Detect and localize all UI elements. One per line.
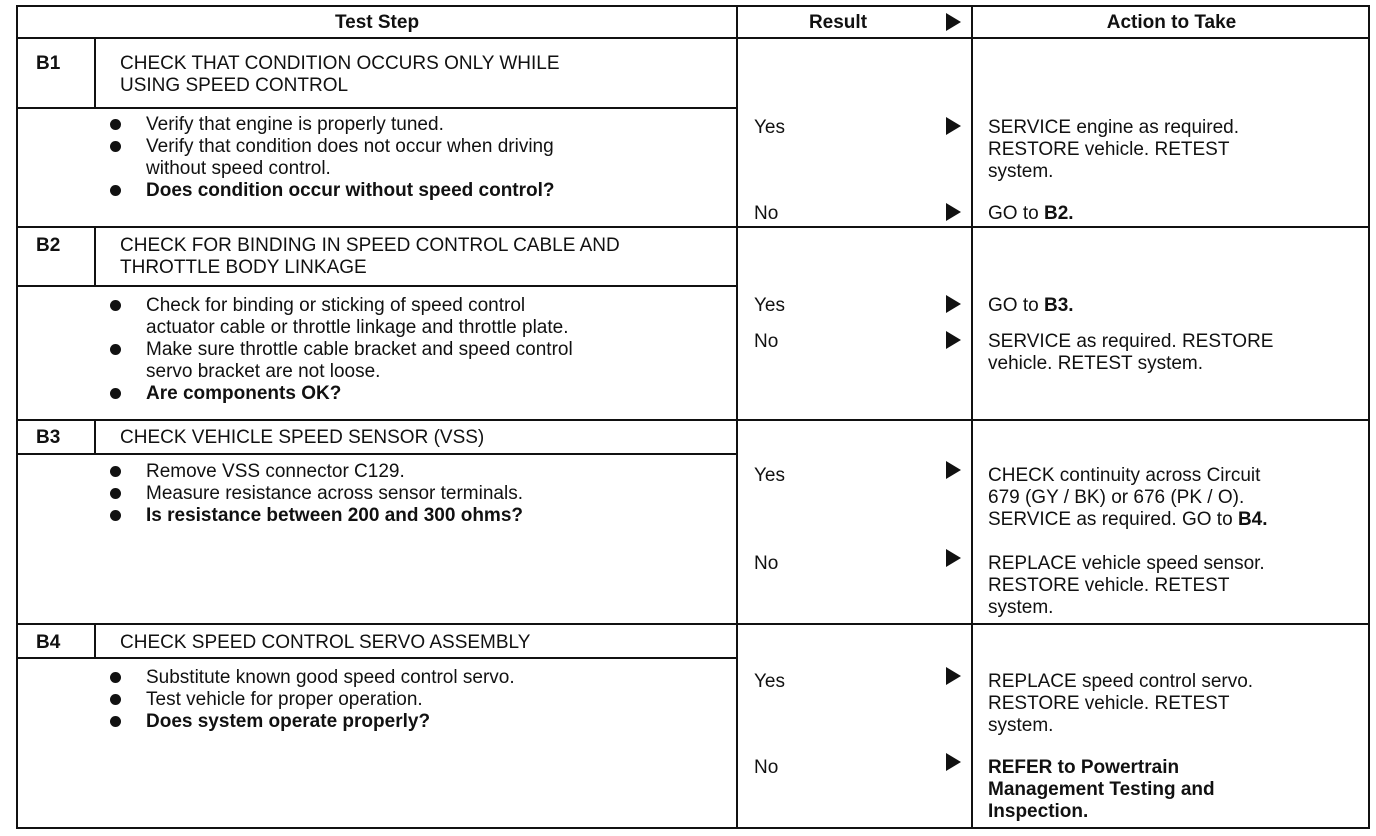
step-id-b2: B2 <box>36 235 61 256</box>
arrow-icon <box>946 461 961 479</box>
action-b2-no: SERVICE as required. RESTORE vehicle. RETEST system. <box>988 331 1274 374</box>
title-divider <box>18 453 736 455</box>
arrow-icon <box>946 117 961 135</box>
step-title-b3: CHECK VEHICLE SPEED SENSOR (VSS) <box>120 427 485 448</box>
bullet-item: Substitute known good speed control servo. <box>108 667 515 689</box>
bullet-icon <box>110 119 121 130</box>
header-test-step: Test Step <box>334 12 420 33</box>
bullet-item: Does condition occur without speed control? <box>108 180 555 202</box>
step-bullets-b3 <box>108 461 523 527</box>
bullet-item: actuator cable or throttle linkage and throttle plate. <box>146 317 569 338</box>
title-divider <box>18 107 736 109</box>
step-title-b2-line1: CHECK FOR BINDING IN SPEED CONTROL CABLE AND <box>120 235 620 256</box>
step-id-divider <box>94 419 96 455</box>
arrow-icon <box>946 295 961 313</box>
title-divider <box>18 657 736 659</box>
bullet-item: Are components OK? <box>108 383 573 405</box>
step-id-b3: B3 <box>36 427 61 448</box>
bullet-item: Check for binding or sticking of speed control <box>108 295 573 317</box>
bullet-item: Measure resistance across sensor terminals. <box>108 483 523 505</box>
bullet-item: without speed control. <box>146 158 331 179</box>
bullet-icon <box>110 716 121 727</box>
step-id-b4: B4 <box>36 632 61 653</box>
result-no-b1: No <box>754 203 779 224</box>
bullet-icon <box>110 185 121 196</box>
action-b3-yes: CHECK continuity across Circuit 679 (GY / BK) or 676 (PK / O). SERVICE as required. GO to B4. <box>988 465 1268 530</box>
action-b1-no: GO to B2. <box>988 203 1074 224</box>
bullet-item: Verify that engine is properly tuned. <box>108 114 555 136</box>
header-action: Action to Take <box>1106 12 1237 33</box>
bullet-icon <box>110 300 121 311</box>
action-b1-yes: SERVICE engine as required. RESTORE vehicle. RETEST system. <box>988 117 1240 182</box>
step-bullets-b4 <box>108 667 515 733</box>
step-separator <box>18 226 1368 228</box>
bullet-icon <box>110 488 121 499</box>
column-divider-result <box>971 7 973 827</box>
step-title-b4: CHECK SPEED CONTROL SERVO ASSEMBLY <box>120 632 531 653</box>
bullet-item: Is resistance between 200 and 300 ohms? <box>108 505 523 527</box>
step-title-b1-line2: USING SPEED CONTROL <box>120 75 349 96</box>
bullet-item: Make sure throttle cable bracket and speed control <box>108 339 573 361</box>
step-bullets-b2 <box>108 295 573 405</box>
arrow-icon <box>946 203 961 221</box>
bullet-icon <box>110 510 121 521</box>
column-divider-test-step <box>736 7 738 827</box>
action-b4-yes: REPLACE speed control servo. RESTORE vehicle. RETEST system. <box>988 671 1254 736</box>
step-title-b1-line1: CHECK THAT CONDITION OCCURS ONLY WHILE <box>120 53 560 74</box>
bullet-icon <box>110 466 121 477</box>
header-divider <box>18 37 1368 39</box>
step-id-b1: B1 <box>36 53 61 74</box>
step-separator <box>18 623 1368 625</box>
step-separator <box>18 419 1368 421</box>
result-yes-b3: Yes <box>754 465 785 486</box>
bullet-item: Test vehicle for proper operation. <box>108 689 515 711</box>
bullet-item: Does system operate properly? <box>108 711 515 733</box>
bullet-item: servo bracket are not loose. <box>146 361 381 382</box>
bullet-item: Remove VSS connector C129. <box>108 461 523 483</box>
step-bullets-b1 <box>108 114 555 202</box>
result-no-b2: No <box>754 331 779 352</box>
result-no-b4: No <box>754 757 779 778</box>
step-id-divider <box>94 37 96 109</box>
step-id-divider <box>94 226 96 287</box>
diagnostic-table <box>16 5 1370 829</box>
header-result: Result <box>808 12 868 33</box>
result-yes-b4: Yes <box>754 671 785 692</box>
arrow-icon <box>946 667 961 685</box>
action-b3-no: REPLACE vehicle speed sensor. RESTORE vehicle. RETEST system. <box>988 553 1265 618</box>
arrow-icon <box>946 331 961 349</box>
result-no-b3: No <box>754 553 779 574</box>
action-b4-no: REFER to Powertrain Management Testing and Inspection. <box>988 757 1215 822</box>
bullet-icon <box>110 344 121 355</box>
step-id-divider <box>94 623 96 659</box>
bullet-icon <box>110 694 121 705</box>
arrow-icon <box>946 549 961 567</box>
arrow-icon <box>946 753 961 771</box>
result-yes-b1: Yes <box>754 117 785 138</box>
result-yes-b2: Yes <box>754 295 785 316</box>
step-title-b2-line2: THROTTLE BODY LINKAGE <box>120 257 367 278</box>
bullet-icon <box>110 141 121 152</box>
bullet-icon <box>110 388 121 399</box>
action-b2-yes: GO to B3. <box>988 295 1074 316</box>
header-arrow-icon <box>946 13 961 31</box>
bullet-icon <box>110 672 121 683</box>
title-divider <box>18 285 736 287</box>
bullet-item: Verify that condition does not occur when driving <box>108 136 555 158</box>
